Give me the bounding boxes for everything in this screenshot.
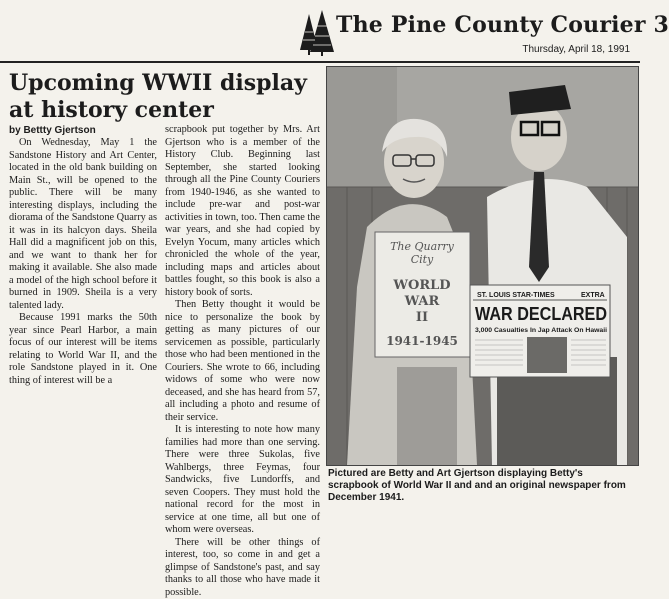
pine-trees-logo (296, 10, 336, 56)
paragraph: There will be other things of interest, too, so come in and get a glimpse of Sandstone's past, and say thanks to all those who have made it possible. (165, 537, 320, 599)
article-column-2 (165, 124, 320, 599)
newspaper-subhead: 3,000 Casualties In Jap Attack On Hawaii (475, 327, 607, 334)
newspaper-headline: WAR DECLARED (475, 304, 607, 324)
newspaper-masthead: ST. LOUIS STAR-TIMES (477, 292, 555, 299)
article-column-1 (9, 137, 157, 387)
book-title-line: WAR (404, 294, 440, 309)
article-photo (326, 66, 639, 466)
issue-date: Thursday, April 18, 1991 (522, 44, 630, 55)
masthead (0, 0, 640, 62)
paragraph: On Wednesday, May 1 the Sandstone History and Art Center, located in the old bank building on Main St., will be opened to the public. There will be many interesting displays, including the diorama of the Sandstone Quarry as it was in its halcyon days. Sheila Hall did a magnificent job on this, and we want to thank her for making it available. She also made a model of the high school before it burned in 1909. Sheila is a very talented lady. (9, 137, 157, 312)
paragraph: Because 1991 marks the 50th year since Pearl Harbor, a main focus of our interest will be items relating to World War II, and the role Sandstone played in it. One thing of interest will be a (9, 312, 157, 387)
scrapbook-prop (375, 232, 470, 357)
page-number: 3 (654, 12, 669, 38)
paragraph: Then Betty thought it would be nice to personalize the book by getting as many pictures of our servicemen as possible, particularly those who had been mentioned in the Couriers. She wrote to 66, including widows of some who were now deceased, and she has heard from 57, all including a photo and resume of their service. (165, 299, 320, 424)
article-headline: Upcoming WWII display at history center (9, 70, 324, 124)
paragraph: scrapbook put together by Mrs. Art Gjertson who is a member of the History Club. Beginning last September, she started looking through all the Pine County Couriers from 1940-1946, as she wanted to include pre-war and post-war activities in town, too. Then came the war years, and she had copied by Evelyn Yocum, many articles which chronicled the whole of the year, including maps and articles about battles fought, so this book is also a history book of sorts. (165, 124, 320, 299)
article-byline: by Bettty Gjertson (9, 125, 96, 136)
book-title-line: II (416, 310, 428, 325)
book-years: 1941-1945 (386, 334, 458, 348)
photo-caption: Pictured are Betty and Art Gjertson displaying Betty's scrapbook of World War II and and an original newspaper from December 1941. (328, 468, 633, 504)
book-title-line: The Quarry (390, 240, 455, 253)
paragraph: It is interesting to note how many families had more than one serving. There were three Sukolas, five Wahlbergs, three Feymas, four Sandwicks, five Lundorffs, and seven Coopers. They must hold the national record for the most in service at one time, all but one of whom were overseas. (165, 424, 320, 537)
book-title-line: WORLD (392, 278, 450, 293)
book-title-line: City (411, 253, 434, 266)
newspaper-title: The Pine County Courier 3 (336, 12, 669, 38)
photo-illustration (327, 67, 638, 465)
masthead-rule (0, 61, 640, 63)
newspaper-edition: EXTRA (581, 292, 605, 299)
newspaper-prop (470, 285, 610, 377)
